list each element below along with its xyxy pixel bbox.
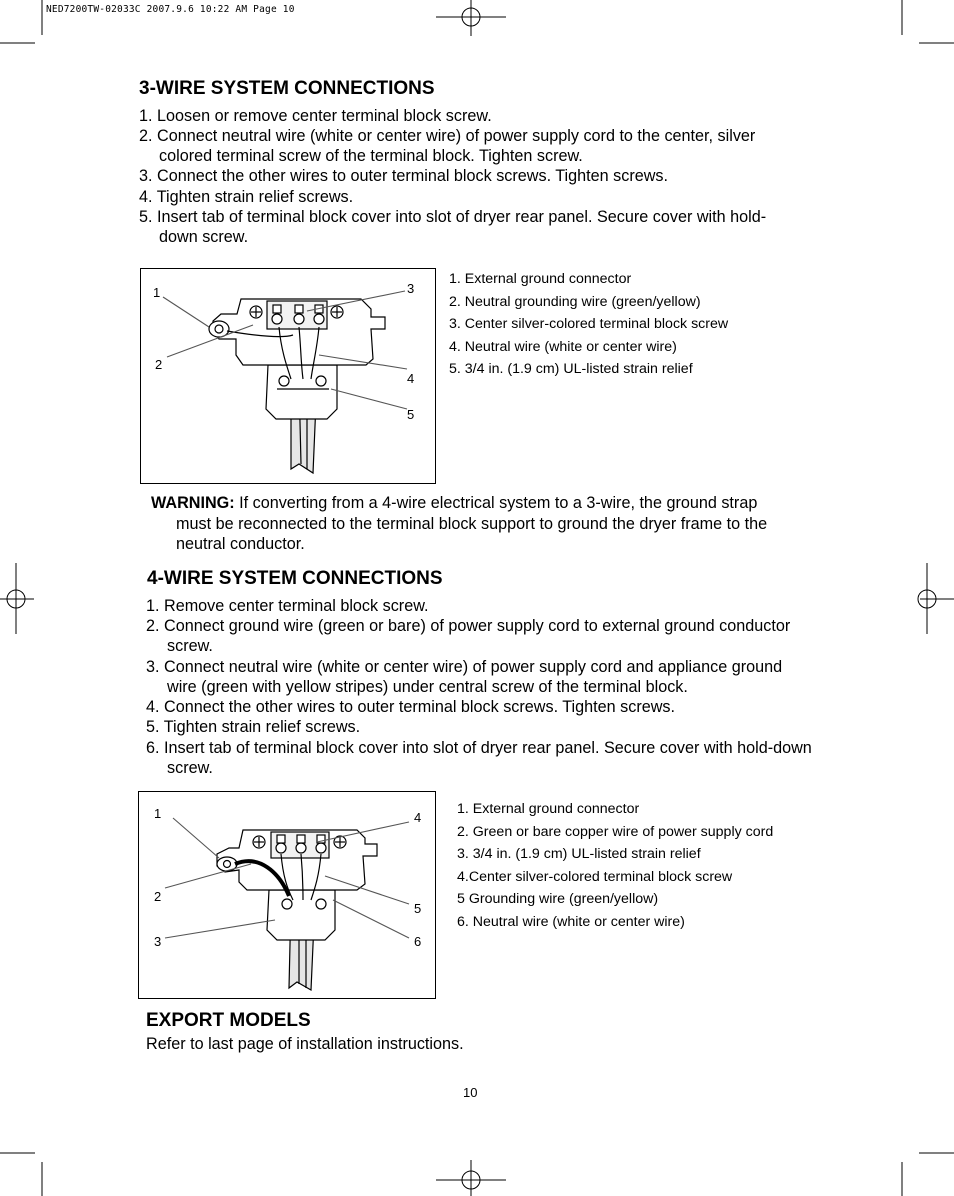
section-3wire-step: 2. Connect neutral wire (white or center wire) of power supply cord to the center, silver	[139, 127, 756, 145]
four-wire-legend	[457, 798, 773, 933]
warning-line: neutral conductor.	[176, 535, 305, 553]
legend-item: 4.Center silver-colored terminal block screw	[457, 868, 733, 885]
legend-item: 3. Center silver-colored terminal block screw	[449, 316, 729, 332]
section-3wire-step: 4. Tighten strain relief screws.	[139, 188, 354, 206]
legend-item: 1. External ground connector	[457, 801, 640, 817]
diagram-label: 6	[414, 934, 422, 949]
section-4wire-title: 4-WIRE SYSTEM CONNECTIONS	[147, 568, 443, 589]
diagram-label: 4	[407, 371, 415, 386]
section-3wire-step: colored terminal screw of the terminal block. Tighten screw.	[159, 147, 583, 165]
diagram-label: 1	[153, 285, 161, 300]
section-3wire-title: 3-WIRE SYSTEM CONNECTIONS	[139, 78, 435, 99]
legend-item: 1. External ground connector	[449, 271, 632, 287]
legend-item: 2. Green or bare copper wire of power supply cord	[457, 823, 774, 840]
diagram-label: 4	[414, 810, 422, 825]
diagram-label: 5	[414, 901, 422, 916]
legend-item: 6. Neutral wire (white or center wire)	[457, 913, 685, 930]
section-3wire-step: 5. Insert tab of terminal block cover into slot of dryer rear panel. Secure cover with hold-	[139, 208, 767, 226]
section-4wire-step: 5. Tighten strain relief screws.	[146, 718, 361, 736]
export-models-title: EXPORT MODELS	[146, 1010, 311, 1031]
legend-item: 5. 3/4 in. (1.9 cm) UL-listed strain relief	[449, 361, 693, 377]
section-4wire-step: wire (green with yellow stripes) under central screw of the terminal block.	[167, 678, 688, 696]
section-3wire-step: 1. Loosen or remove center terminal block screw.	[139, 107, 492, 125]
page-number: 10	[463, 1085, 478, 1100]
print-slug: NED7200TW-02033C 2007.9.6 10:22 AM Page 10	[46, 4, 295, 15]
legend-item: 3. 3/4 in. (1.9 cm) UL-listed strain relief	[457, 846, 701, 862]
legend-item: 2. Neutral grounding wire (green/yellow)	[449, 293, 701, 310]
warning-label: WARNING:	[151, 494, 235, 512]
section-4wire-step: 6. Insert tab of terminal block cover into slot of dryer rear panel. Secure cover with hold-down	[146, 739, 812, 757]
section-4wire-step: screw.	[167, 637, 213, 655]
section-3wire-step: 3. Connect the other wires to outer terminal block screws. Tighten screws.	[139, 167, 669, 185]
diagram-label: 2	[154, 889, 162, 904]
three-wire-diagram	[140, 268, 436, 484]
diagram-label: 3	[407, 281, 415, 296]
section-4wire-step: 4. Connect the other wires to outer terminal block screws. Tighten screws.	[146, 698, 676, 716]
four-wire-diagram	[138, 791, 436, 999]
section-4wire-step: screw.	[167, 759, 213, 777]
warning-line: must be reconnected to the terminal block support to ground the dryer frame to the	[176, 515, 768, 533]
section-4wire-step: 3. Connect neutral wire (white or center wire) of power supply cord and appliance ground	[146, 658, 783, 676]
section-4wire-step: 1. Remove center terminal block screw.	[146, 597, 429, 615]
export-models-text: Refer to last page of installation instructions.	[146, 1035, 464, 1053]
diagram-label: 1	[154, 806, 162, 821]
section-3wire-step: down screw.	[159, 228, 249, 246]
three-wire-legend	[449, 268, 728, 381]
terminal-block-illustration	[139, 792, 435, 998]
legend-item: 5 Grounding wire (green/yellow)	[457, 891, 659, 907]
legend-item: 4. Neutral wire (white or center wire)	[449, 338, 677, 355]
warning-text: If converting from a 4-wire electrical system to a 3-wire, the ground strap	[234, 494, 758, 512]
diagram-label: 2	[155, 357, 163, 372]
diagram-label: 5	[407, 407, 415, 422]
diagram-label: 3	[154, 934, 162, 949]
warning-line	[151, 493, 757, 513]
section-4wire-step: 2. Connect ground wire (green or bare) of power supply cord to external ground conductor	[146, 617, 791, 635]
terminal-block-illustration	[141, 269, 435, 483]
